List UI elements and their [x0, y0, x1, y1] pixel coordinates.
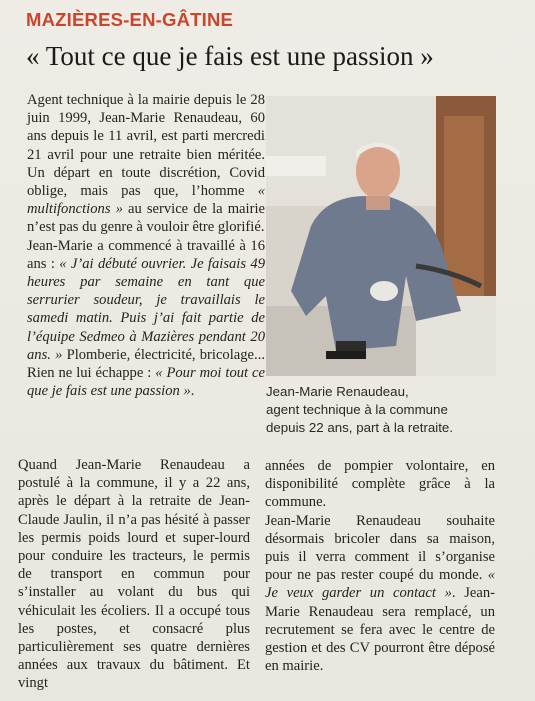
paragraph-career	[27, 237, 265, 401]
paragraph-commune: Quand Jean-Marie Renaudeau a postulé à la commune, il y a 22 ans, après le départ à la retraite de Jean-Claude Jaulin, il n’a pas hésité à passer les permis poids lourd et super-lourd pour conduire les tracteurs, le permis de transport en commun pour s’installer au volant du bus qui véhiculait les écoliers. Il a occupé tous les postes, et consacré plus particulièrement ses quatre dernières années aux travaux du bâtiment. Et vingt	[18, 457, 250, 692]
section-kicker: MAZIÈRES-EN-GÂTINE	[26, 9, 234, 30]
intro-italic: « multifonctions »	[27, 183, 265, 218]
intro-text: Agent technique à la mairie depuis le 28 juin 1999, Jean-Marie Renaudeau, 60 ans depuis le 11 avril, est parti mercredi 21 avril pour une retraite bien méritée. Un départ en toute discrétion, Covid oblige, mais pas que, l’homme	[27, 92, 265, 200]
career-mid: Plomberie, électricité, bricolage... Rien ne lui échappe :	[27, 346, 265, 382]
career-end: .	[190, 383, 195, 400]
career-start: Jean-Marie a commencé à travaillé à 16 ans :	[27, 237, 265, 272]
paragraph-retirement	[265, 512, 495, 676]
article-column-left-lower	[18, 456, 250, 693]
paragraph-firefighter: années de pompier volontaire, en disponibilité complète grâce à la commune.	[265, 458, 495, 511]
caption-line-3: depuis 22 ans, part à la retraite.	[266, 419, 454, 435]
photo-caption	[266, 383, 496, 436]
caption-line-2: agent technique à la commune	[266, 401, 448, 417]
photo-image	[266, 96, 496, 376]
portrait-photo	[266, 96, 496, 376]
article-column-right	[265, 457, 495, 675]
paragraph-intro	[27, 91, 265, 237]
retirement-end: . Jean-Marie Renaudeau sera remplacé, un recrutement se fera avec le centre de gestion et des CV pourront être déposé en mairie.	[265, 585, 495, 675]
career-quote: « J’ai débuté ouvrier. Je faisais 49 heures par semaine en tant que serrurier soudeur, je travaillais le samedi matin. Puis j’ai fait partie de l’équipe Sedmeo à Mazières pendant 20 ans. »	[27, 255, 265, 363]
retirement-start: Jean-Marie Renaudeau souhaite désormais bricoler dans sa maison, puis il verra comment il s’organise pour ne pas rester coupé du monde.	[265, 512, 495, 584]
caption-line-1: Jean-Marie Renaudeau,	[266, 384, 409, 399]
career-quote-passion: « Pour moi tout ce que je fais est une passion »	[27, 365, 265, 400]
headline: « Tout ce que je fais est une passion »	[26, 41, 434, 71]
intro-end: au service de la mairie n’est pas du genre à vouloir être glorifié.	[27, 201, 265, 236]
retirement-quote: « Je veux garder un contact »	[265, 567, 495, 602]
article-column-left	[27, 91, 265, 451]
